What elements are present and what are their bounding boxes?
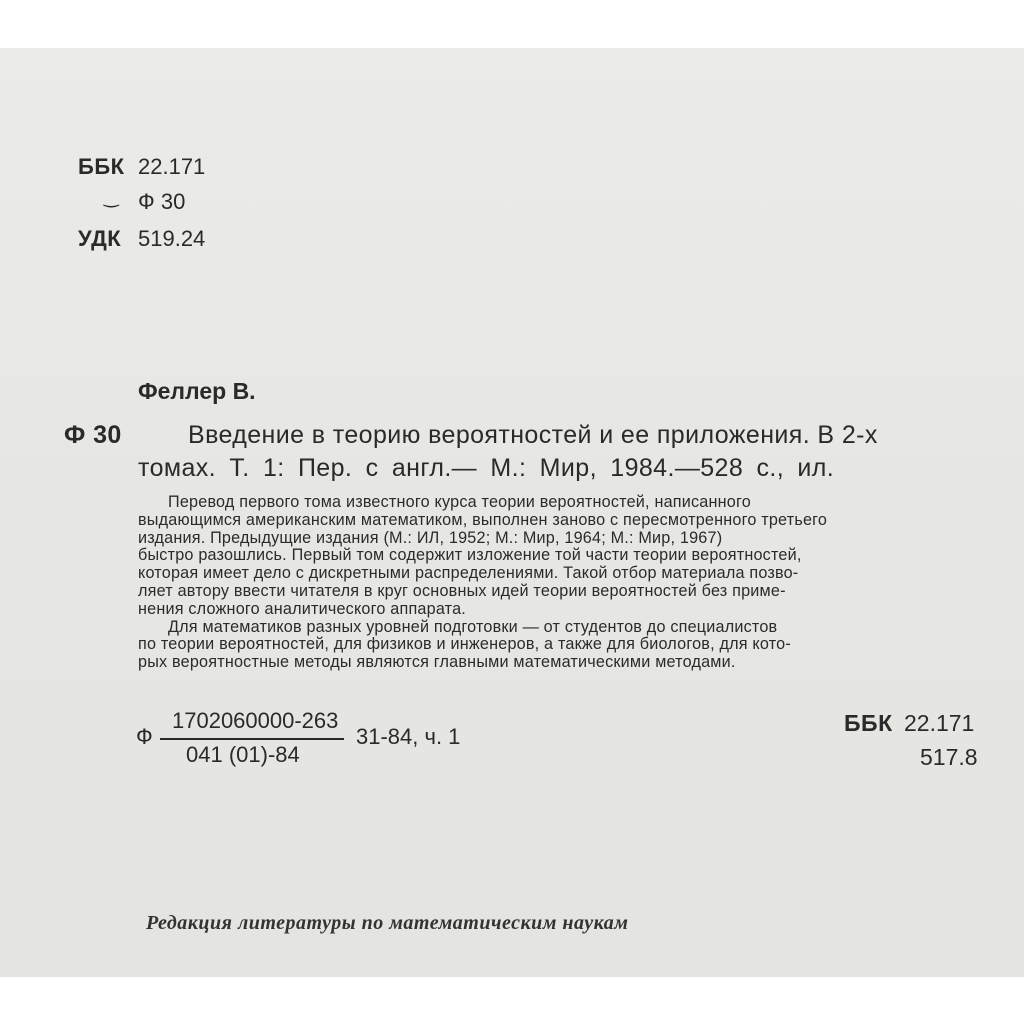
annotation-line: выдающимся американским математиком, выполнен заново с пересмотренного третьего	[138, 510, 828, 529]
annotation-line: по теории вероятностей, для физиков и инженеров, а также для биологов, для кото-	[138, 635, 791, 654]
book-page	[0, 48, 1024, 977]
title-line-1: Введение в теорию вероятностей и ее приложения. В 2-х	[188, 421, 878, 449]
udk-value: 519.24	[138, 226, 206, 251]
cipher-mark: ‿	[104, 187, 119, 207]
annotation-line: рых вероятностные методы являются главными математическими методами.	[138, 653, 736, 672]
annotation-line: Перевод первого тома известного курса теории вероятностей, написанного	[168, 493, 751, 511]
show-through-marks	[700, 243, 1000, 303]
bottom-bbk-value: 22.171	[904, 710, 975, 736]
annotation-line: нения сложного аналитического аппарата.	[138, 599, 467, 618]
annotation-line: которая имеет дело с дискретными распределениями. Такой отбор материала позво-	[138, 564, 799, 583]
annotation-line: Для математиков разных уровней подготовки — от студентов до специалистов	[168, 617, 778, 636]
annotation-line: ляет автору ввести читателя в круг основных идей теории вероятностей без приме-	[138, 581, 786, 600]
classification-suffix: 31-84, ч. 1	[356, 724, 461, 749]
bottom-bbk-label: ББК	[844, 710, 893, 736]
fraction-bar	[160, 738, 344, 740]
entry-cipher: Ф 30	[64, 421, 122, 449]
annotation	[138, 494, 978, 672]
header-cipher: Ф 30	[138, 189, 186, 214]
annotation-line: издания. Предыдущие издания (М.: ИЛ, 1952; М.: Мир, 1964; М.: Мир, 1967)	[138, 528, 723, 547]
classification-prefix: Ф	[136, 724, 153, 749]
bbk-value: 22.171	[138, 154, 206, 179]
editorial-note: Редакция литературы по математическим наукам	[146, 912, 629, 934]
udk-label: УДК	[78, 226, 122, 251]
classification-numerator: 1702060000-263	[172, 708, 339, 733]
bottom-bbk-subvalue: 517.8	[920, 744, 978, 770]
bbk-label: ББК	[78, 154, 125, 179]
annotation-line: быстро разошлись. Первый том содержит изложение той части теории вероятностей,	[138, 546, 802, 565]
classification-denominator: 041 (01)-84	[186, 742, 300, 767]
title-line-2: томах. Т. 1: Пер. с англ.— М.: Мир, 1984.—528 с., ил.	[138, 454, 835, 482]
author-name: Феллер В.	[138, 378, 256, 404]
